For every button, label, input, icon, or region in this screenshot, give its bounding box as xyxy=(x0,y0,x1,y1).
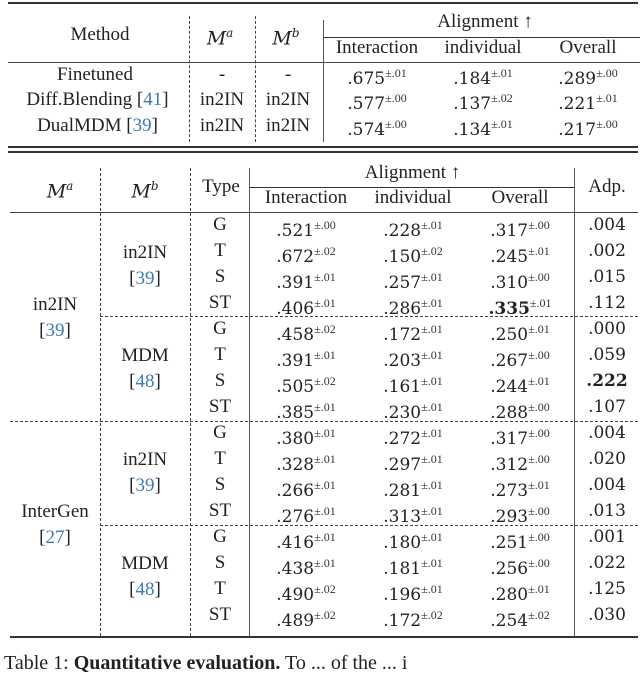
divider xyxy=(574,168,575,636)
interaction-cell: $.458^{\pm.02}$ xyxy=(276,322,336,345)
individual-cell: $.134^{\pm.01}$ xyxy=(453,117,513,140)
type-cell: ST xyxy=(208,604,232,625)
individual-cell: $.196^{\pm.01}$ xyxy=(383,582,443,605)
adp-cell: .022 xyxy=(588,553,626,573)
overall-cell: $.293^{\pm.00}$ xyxy=(490,504,550,527)
overall-cell: $.221^{\pm.01}$ xyxy=(558,91,618,114)
adp-cell: .125 xyxy=(588,579,626,599)
subgroup-label-mb: MDM [48] xyxy=(121,553,169,600)
overall-cell: $.250^{\pm.01}$ xyxy=(490,322,550,345)
header-rule xyxy=(10,212,638,213)
type-cell: T xyxy=(214,344,226,365)
adp-cell: .000 xyxy=(588,319,626,339)
group-label-ma: in2IN [39] xyxy=(32,294,78,341)
overall-cell: $.335^{\pm.01}$ xyxy=(488,296,552,319)
type-cell: T xyxy=(214,240,226,261)
ma-cell: in2IN xyxy=(199,115,245,136)
adp-cell: .013 xyxy=(588,501,626,521)
interaction-cell: $.328^{\pm.01}$ xyxy=(276,452,336,475)
interaction-cell: $.438^{\pm.01}$ xyxy=(276,556,336,579)
overall-cell: $.267^{\pm.00}$ xyxy=(490,348,550,371)
interaction-cell: $.490^{\pm.02}$ xyxy=(276,582,336,605)
adp-cell: .059 xyxy=(588,345,626,365)
bottom-rule xyxy=(8,146,638,148)
header-interaction: Interaction xyxy=(264,187,348,208)
overall-cell: $.280^{\pm.01}$ xyxy=(490,582,550,605)
top-rule xyxy=(8,2,638,4)
header-interaction: Interaction xyxy=(335,37,419,58)
header-method: Method xyxy=(70,24,130,45)
individual-cell: $.272^{\pm.01}$ xyxy=(383,426,443,449)
interaction-cell: $.505^{\pm.02}$ xyxy=(276,374,336,397)
overall-cell: $.251^{\pm.00}$ xyxy=(490,530,550,553)
ma-cell: in2IN xyxy=(199,89,245,110)
subgroup-label-mb: in2IN [39] xyxy=(122,242,168,289)
header-individual: individual xyxy=(374,187,452,208)
type-cell: S xyxy=(214,552,226,573)
individual-cell: $.281^{\pm.01}$ xyxy=(383,478,443,501)
overall-cell: $.288^{\pm.00}$ xyxy=(490,400,550,423)
header-overall: Overall xyxy=(559,37,617,58)
individual-cell: $.137^{\pm.02}$ xyxy=(453,91,513,114)
interaction-cell: $.416^{\pm.01}$ xyxy=(276,530,336,553)
type-cell: T xyxy=(214,578,226,599)
interaction-cell: $.380^{\pm.01}$ xyxy=(276,426,336,449)
table-caption: Table 1: Quantitative evaluation. To ... of the ... i xyxy=(4,652,408,674)
divider xyxy=(249,168,250,636)
individual-cell: $.286^{\pm.01}$ xyxy=(383,296,443,319)
overall-cell: $.273^{\pm.01}$ xyxy=(490,478,550,501)
citation-link[interactable]: 39 xyxy=(135,475,155,496)
overall-cell: $.310^{\pm.00}$ xyxy=(490,270,550,293)
interaction-cell: $.489^{\pm.02}$ xyxy=(276,608,336,631)
mb-cell: in2IN xyxy=(265,115,311,136)
subgroup-label-mb: MDM [48] xyxy=(121,345,169,392)
mb-cell: in2IN xyxy=(265,89,311,110)
individual-cell: $.203^{\pm.01}$ xyxy=(383,348,443,371)
individual-cell: $.161^{\pm.01}$ xyxy=(383,374,443,397)
type-cell: ST xyxy=(208,292,232,313)
header-individual: individual xyxy=(444,37,522,58)
interaction-cell: $.391^{\pm.01}$ xyxy=(276,270,336,293)
adp-cell: .222 xyxy=(586,371,628,391)
adp-cell: .002 xyxy=(588,241,626,261)
interaction-cell: $.276^{\pm.01}$ xyxy=(276,504,336,527)
header-overall: Overall xyxy=(491,187,549,208)
adp-cell: .015 xyxy=(588,267,626,287)
individual-cell: $.257^{\pm.01}$ xyxy=(383,270,443,293)
interaction-cell: $.577^{\pm.00}$ xyxy=(347,91,407,114)
adp-cell: .030 xyxy=(588,605,626,625)
header-type: Type xyxy=(202,176,240,197)
overall-cell: $.317^{\pm.00}$ xyxy=(490,426,550,449)
interaction-cell: $.266^{\pm.01}$ xyxy=(276,478,336,501)
divider xyxy=(190,168,191,636)
adp-cell: .004 xyxy=(588,215,626,235)
type-cell: S xyxy=(214,266,226,287)
overall-cell: $.289^{\pm.00}$ xyxy=(558,66,618,89)
type-cell: S xyxy=(214,474,226,495)
adp-cell: .001 xyxy=(588,527,626,547)
overall-cell: $.245^{\pm.01}$ xyxy=(490,244,550,267)
adp-cell: .112 xyxy=(588,293,626,313)
adp-cell: .004 xyxy=(588,475,626,495)
overall-cell: $.217^{\pm.00}$ xyxy=(558,117,618,140)
individual-cell: $.172^{\pm.02}$ xyxy=(383,608,443,631)
interaction-cell: $.574^{\pm.00}$ xyxy=(347,117,407,140)
individual-cell: $.230^{\pm.01}$ xyxy=(383,400,443,423)
type-cell: G xyxy=(213,422,227,443)
citation-link[interactable]: 48 xyxy=(135,371,155,392)
overall-cell: $.256^{\pm.00}$ xyxy=(490,556,550,579)
individual-cell: $.184^{\pm.01}$ xyxy=(453,66,513,89)
overall-cell: $.244^{\pm.01}$ xyxy=(490,374,550,397)
interaction-cell: $.391^{\pm.01}$ xyxy=(276,348,336,371)
individual-cell: $.297^{\pm.01}$ xyxy=(383,452,443,475)
adp-cell: .020 xyxy=(588,449,626,469)
mb-cell: - xyxy=(284,64,292,85)
type-cell: G xyxy=(213,526,227,547)
header-adp: Adp. xyxy=(588,176,626,197)
citation-link[interactable]: 41 xyxy=(143,89,163,110)
header-mb: $M^b$ xyxy=(131,179,159,203)
subgroup-label-mb: in2IN [39] xyxy=(122,449,168,496)
citation-link[interactable]: 39 xyxy=(45,320,65,341)
type-cell: S xyxy=(214,370,226,391)
type-cell: T xyxy=(214,448,226,469)
individual-cell: $.180^{\pm.01}$ xyxy=(383,530,443,553)
adp-cell: .004 xyxy=(588,423,626,443)
type-cell: ST xyxy=(208,396,232,417)
citation-link[interactable]: 48 xyxy=(135,579,155,600)
citation-link[interactable]: 27 xyxy=(45,527,65,548)
interaction-cell: $.385^{\pm.01}$ xyxy=(276,400,336,423)
method-name: DualMDM [39] xyxy=(37,115,158,136)
header-ma: $M^a$ xyxy=(46,179,74,203)
group-label-ma: InterGen [27] xyxy=(21,501,89,548)
ma-cell: - xyxy=(218,64,226,85)
bottom-rule xyxy=(10,636,638,638)
bottom-rule xyxy=(8,151,638,153)
adp-cell: .107 xyxy=(588,397,626,417)
individual-cell: $.150^{\pm.02}$ xyxy=(383,244,443,267)
interaction-cell: $.672^{\pm.02}$ xyxy=(276,244,336,267)
interaction-cell: $.406^{\pm.01}$ xyxy=(276,296,336,319)
overall-cell: $.254^{\pm.02}$ xyxy=(490,608,550,631)
header-ma: $M^a$ xyxy=(206,26,234,50)
method-name: Diff.Blending [41] xyxy=(26,89,169,110)
type-cell: G xyxy=(213,214,227,235)
header-alignment: Alignment ↑ xyxy=(437,11,533,32)
individual-cell: $.172^{\pm.01}$ xyxy=(383,322,443,345)
type-cell: ST xyxy=(208,500,232,521)
citation-link[interactable]: 39 xyxy=(135,268,155,289)
method-name: Finetuned xyxy=(57,64,133,85)
individual-cell: $.313^{\pm.01}$ xyxy=(383,504,443,527)
individual-cell: $.181^{\pm.01}$ xyxy=(383,556,443,579)
header-mb: $M^b$ xyxy=(272,26,300,50)
interaction-cell: $.521^{\pm.00}$ xyxy=(276,218,336,241)
citation-link[interactable]: 39 xyxy=(132,115,152,136)
header-alignment: Alignment ↑ xyxy=(364,162,461,183)
type-cell: G xyxy=(213,318,227,339)
overall-cell: $.312^{\pm.00}$ xyxy=(490,452,550,475)
overall-cell: $.317^{\pm.00}$ xyxy=(490,218,550,241)
interaction-cell: $.675^{\pm.01}$ xyxy=(347,66,407,89)
individual-cell: $.228^{\pm.01}$ xyxy=(383,218,443,241)
